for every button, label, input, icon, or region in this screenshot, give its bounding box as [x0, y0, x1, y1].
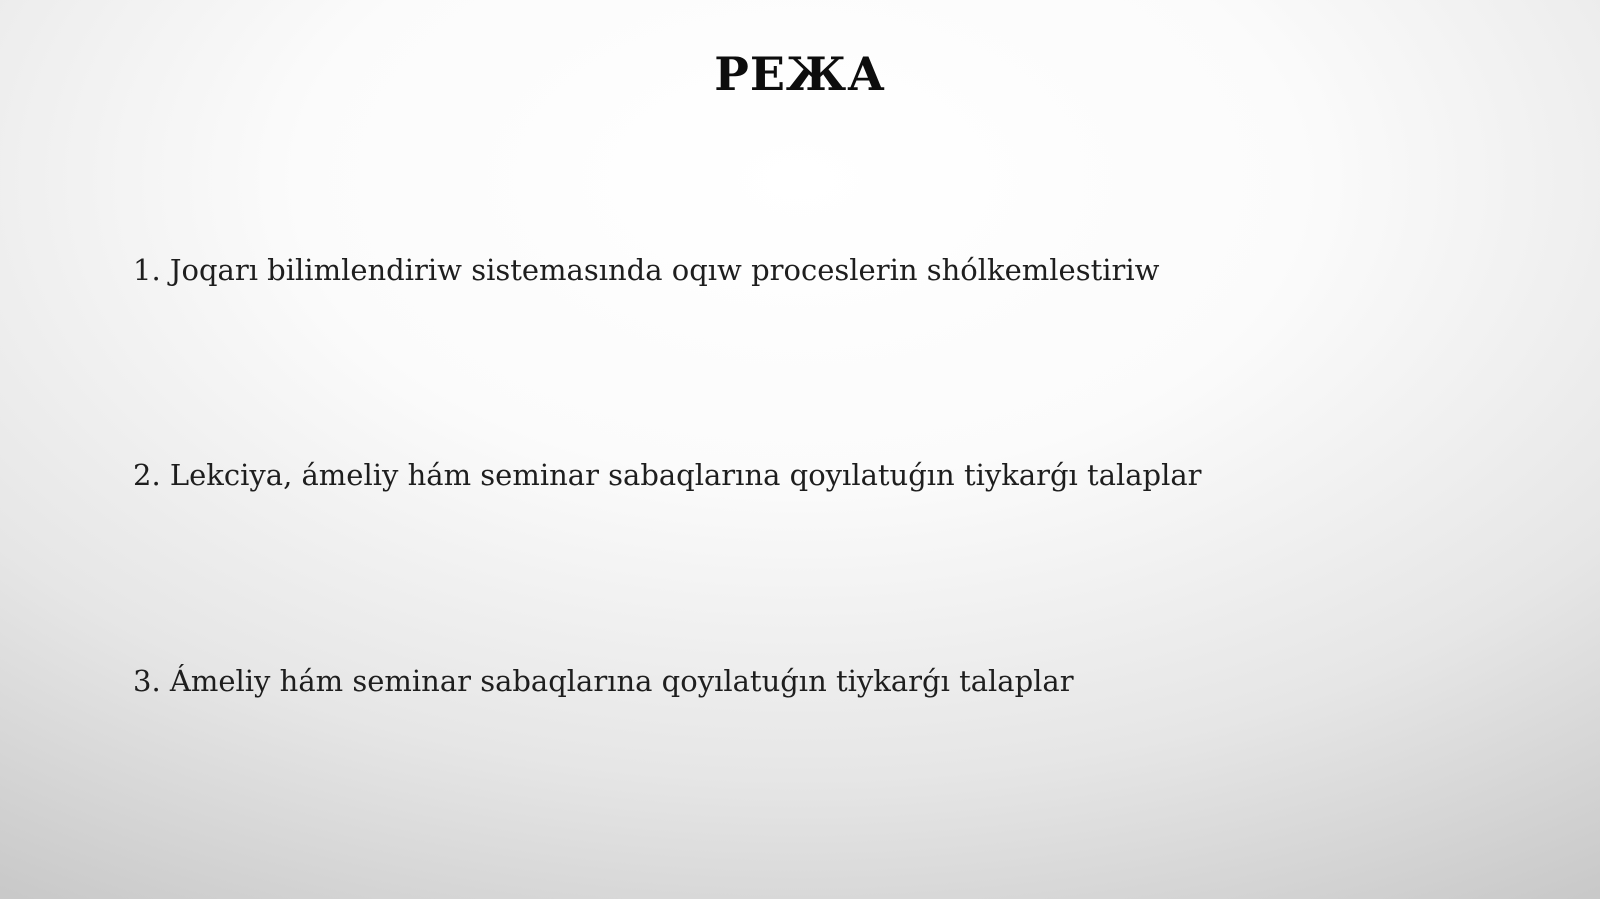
slide-title: РЕЖА	[714, 47, 886, 101]
plan-item-2: 2. Lekciya, ámeliy hám seminar sabaqlarına qoyılatuǵın tiykarǵı talaplar	[133, 458, 1202, 492]
plan-item-3: 3. Ámeliy hám seminar sabaqlarına qoyılatuǵın tiykarǵı talaplar	[133, 664, 1074, 698]
plan-item-1: 1. Joqarı bilimlendiriw sistemasında oqıw proceslerin shólkemlestiriw	[133, 253, 1160, 287]
